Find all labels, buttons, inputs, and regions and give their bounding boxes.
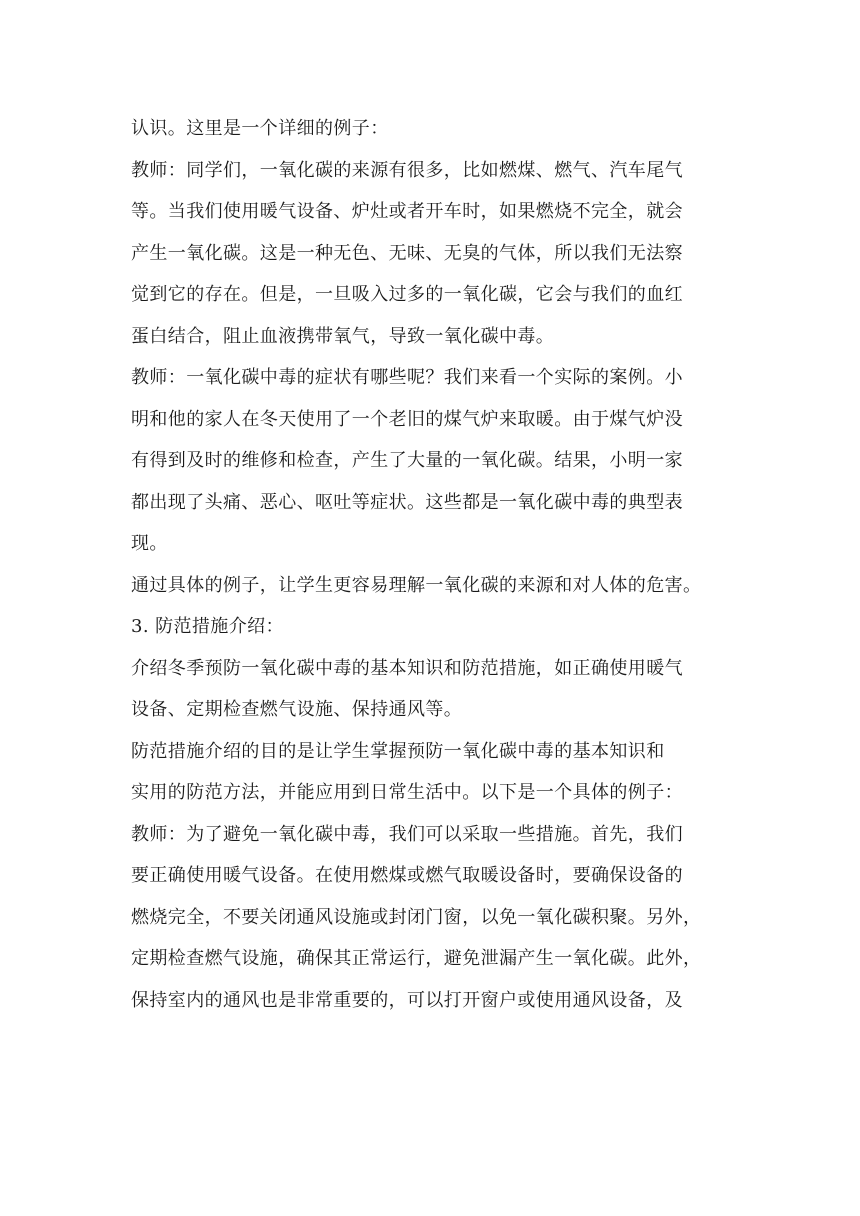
text-line: 蛋白结合，阻止血液携带氧气，导致一氧化碳中毒。 <box>131 325 555 347</box>
text-line: 设备、定期检查燃气设施、保持通风等。 <box>131 699 463 720</box>
text-line: 教师：同学们，一氧化碳的来源有很多，比如燃煤、燃气、汽车尾气 <box>131 159 683 181</box>
text-line: 保持室内的通风也是非常重要的，可以打开窗户或使用通风设备，及 <box>131 989 683 1011</box>
text-line: 现。 <box>131 533 168 554</box>
text-line: 实用的防范方法，并能应用到日常生活中。以下是一个具体的例子： <box>131 782 683 803</box>
text-line: 要正确使用暖气设备。在使用燃煤或燃气取暖设备时，要确保设备的 <box>131 865 683 886</box>
text-line: 有得到及时的维修和检查，产生了大量的一氧化碳。结果，小明一家 <box>131 450 683 471</box>
text-line: 介绍冬季预防一氧化碳中毒的基本知识和防范措施，如正确使用暖气 <box>131 657 683 679</box>
document-page <box>131 108 751 1021</box>
text-line: 都出现了头痛、恶心、呕吐等症状。这些都是一氧化碳中毒的典型表 <box>131 491 683 513</box>
text-line: 教师：一氧化碳中毒的症状有哪些呢？我们来看一个实际的案例。小 <box>131 367 683 388</box>
text-line: 燃烧完全，不要关闭通风设施或封闭门窗，以免一氧化碳积聚。另外， <box>131 906 702 928</box>
text-line: 认识。这里是一个详细的例子： <box>131 118 389 139</box>
text-line: 教师：为了避免一氧化碳中毒，我们可以采取一些措施。首先，我们 <box>131 823 683 845</box>
text-line: 通过具体的例子，让学生更容易理解一氧化碳的来源和对人体的危害。 <box>131 574 702 596</box>
text-line: 觉到它的存在。但是，一旦吸入过多的一氧化碳，它会与我们的血红 <box>131 284 683 305</box>
text-line: 定期检查燃气设施，确保其正常运行，避免泄漏产生一氧化碳。此外， <box>131 948 702 969</box>
text-line: 明和他的家人在冬天使用了一个老旧的煤气炉来取暖。由于煤气炉没 <box>131 408 683 430</box>
text-line: 等。当我们使用暖气设备、炉灶或者开车时，如果燃烧不完全，就会 <box>131 201 683 222</box>
text-line: 产生一氧化碳。这是一种无色、无味、无臭的气体，所以我们无法察 <box>131 242 683 264</box>
text-line: 防范措施介绍的目的是让学生掌握预防一氧化碳中毒的基本知识和 <box>131 740 665 762</box>
section-heading: 3. 防范措施介绍： <box>131 616 284 637</box>
